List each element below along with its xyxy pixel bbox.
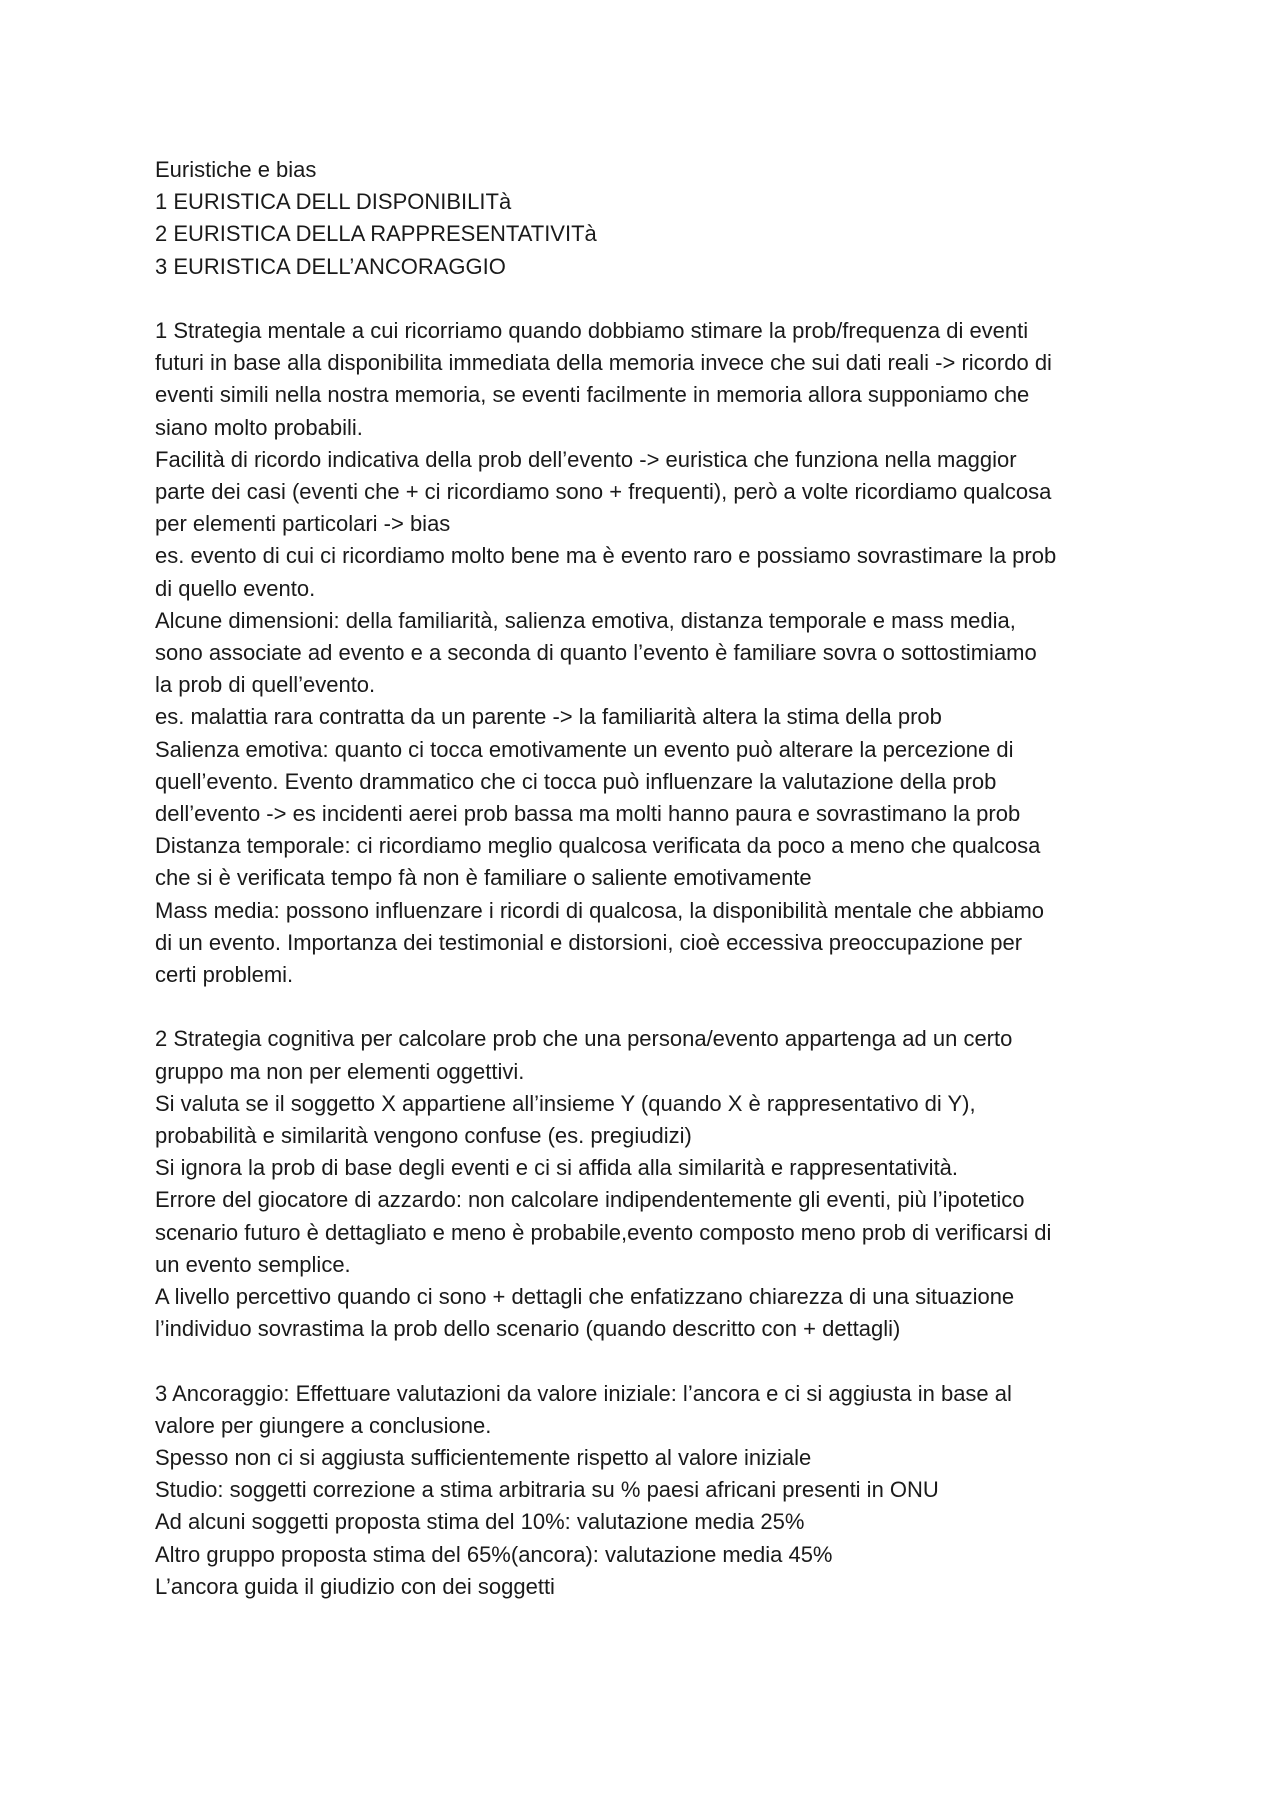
document-body xyxy=(155,154,1135,1603)
text-line: per elementi particolari -> bias xyxy=(155,511,451,537)
text-line: sono associate ad evento e a seconda di quanto l’evento è familiare sovra o sottostimiamo xyxy=(155,640,1037,666)
header-block xyxy=(155,154,1135,283)
outline-item-2: 2 EURISTICA DELLA RAPPRESENTATIVITà xyxy=(155,221,597,247)
text-line: Errore del giocatore di azzardo: non calcolare indipendentemente gli eventi, più l’ipotetico xyxy=(155,1187,1025,1213)
text-line: Mass media: possono influenzare i ricordi di qualcosa, la disponibilità mentale che abbiamo xyxy=(155,897,1045,923)
text-line: A livello percettivo quando ci sono + dettagli che enfatizzano chiarezza di una situazione xyxy=(155,1284,1015,1310)
outline-item-3: 3 EURISTICA DELL’ANCORAGGIO xyxy=(155,253,506,279)
text-line: dell’evento -> es incidenti aerei prob bassa ma molti hanno paura e sovrastimano la prob xyxy=(155,801,1021,827)
text-line: es. malattia rara contratta da un parente -> la familiarità altera la stima della prob xyxy=(155,704,942,730)
text-line: Facilità di ricordo indicativa della prob dell’evento -> euristica che funziona nella maggior xyxy=(155,446,1017,472)
section-anchoring xyxy=(155,1378,1135,1603)
section-availability xyxy=(155,315,1135,991)
text-line: L’ancora guida il giudizio con dei soggetti xyxy=(155,1573,555,1599)
section-representativeness xyxy=(155,1023,1135,1345)
text-line: la prob di quell’evento. xyxy=(155,672,376,698)
text-line: gruppo ma non per elementi oggettivi. xyxy=(155,1058,525,1084)
outline-item-1: 1 EURISTICA DELL DISPONIBILITà xyxy=(155,189,512,215)
text-line: es. evento di cui ci ricordiamo molto bene ma è evento raro e possiamo sovrastimare la prob xyxy=(155,543,1057,569)
text-line: 1 Strategia mentale a cui ricorriamo quando dobbiamo stimare la prob/frequenza di eventi xyxy=(155,318,1029,343)
text-line: 2 Strategia cognitiva per calcolare prob che una persona/evento appartenga ad un certo xyxy=(155,1026,1013,1052)
paragraph-gap xyxy=(155,283,1135,315)
text-line: siano molto probabili. xyxy=(155,414,363,440)
text-line: probabilità e similarità vengono confuse (es. pregiudizi) xyxy=(155,1123,692,1149)
text-line: certi problemi. xyxy=(155,962,294,988)
text-line: di un evento. Importanza dei testimonial e distorsioni, cioè eccessiva preoccupazione per xyxy=(155,929,1023,955)
text-line: parte dei casi (eventi che + ci ricordiamo sono + frequenti), però a volte ricordiamo qualcosa xyxy=(155,479,1052,505)
text-line: Si valuta se il soggetto X appartiene all’insieme Y (quando X è rappresentativo di Y), xyxy=(155,1090,976,1116)
text-line: Studio: soggetti correzione a stima arbitraria su % paesi africani presenti in ONU xyxy=(155,1477,939,1503)
text-line: quell’evento. Evento drammatico che ci tocca può influenzare la valutazione della prob xyxy=(155,768,997,794)
text-line: valore per giungere a conclusione. xyxy=(155,1412,492,1438)
text-line: Si ignora la prob di base degli eventi e ci si affida alla similarità e rappresentatività. xyxy=(155,1155,959,1181)
text-line: Salienza emotiva: quanto ci tocca emotivamente un evento può alterare la percezione di xyxy=(155,736,1014,762)
paragraph-gap xyxy=(155,1345,1135,1377)
text-line: l’individuo sovrastima la prob dello scenario (quando descritto con + dettagli) xyxy=(155,1316,901,1342)
text-line: Ad alcuni soggetti proposta stima del 10%: valutazione media 25% xyxy=(155,1509,805,1535)
text-line: Altro gruppo proposta stima del 65%(ancora): valutazione media 45% xyxy=(155,1541,833,1567)
text-line: eventi simili nella nostra memoria, se eventi facilmente in memoria allora supponiamo che xyxy=(155,382,1030,408)
text-line: Distanza temporale: ci ricordiamo meglio qualcosa verificata da poco a meno che qualcosa xyxy=(155,833,1041,859)
text-line: Spesso non ci si aggiusta sufficientemente rispetto al valore iniziale xyxy=(155,1445,812,1471)
text-line: di quello evento. xyxy=(155,575,316,601)
text-line: che si è verificata tempo fà non è familiare o saliente emotivamente xyxy=(155,865,812,891)
text-line: Alcune dimensioni: della familiarità, salienza emotiva, distanza temporale e mass media, xyxy=(155,607,1016,633)
text-line: scenario futuro è dettagliato e meno è probabile,evento composto meno prob di verificarsi di xyxy=(155,1219,1052,1245)
text-line: un evento semplice. xyxy=(155,1251,351,1277)
text-line: futuri in base alla disponibilita immediata della memoria invece che sui dati reali -> ricordo di xyxy=(155,350,1052,376)
paragraph-gap xyxy=(155,991,1135,1023)
document-title: Euristiche e bias xyxy=(155,157,317,182)
text-line: 3 Ancoraggio: Effettuare valutazioni da valore iniziale: l’ancora e ci si aggiusta in base al xyxy=(155,1380,1012,1406)
